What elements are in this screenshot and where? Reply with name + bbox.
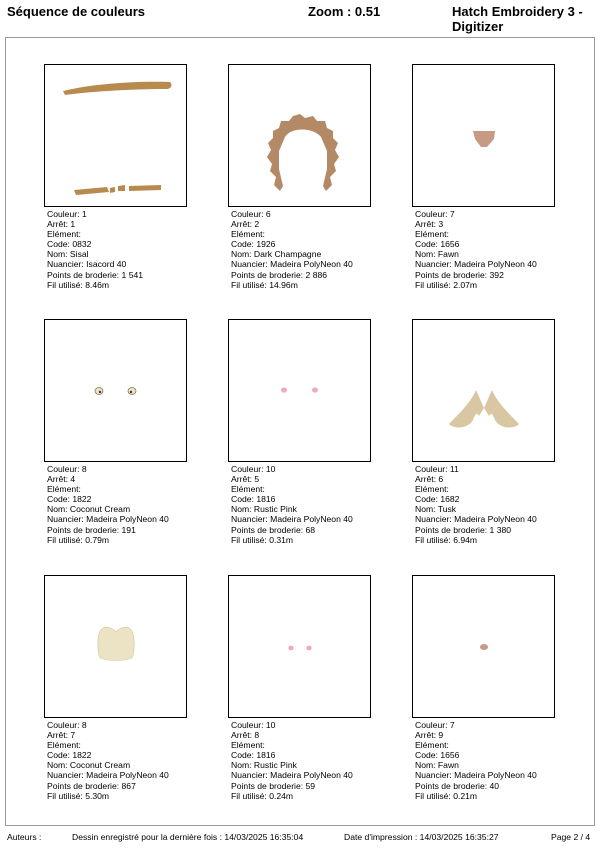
thread-nom-line bbox=[415, 504, 595, 514]
thread-preview bbox=[228, 64, 371, 207]
page-title: Séquence de couleurs bbox=[7, 4, 145, 19]
thread-element-line bbox=[47, 484, 227, 494]
field-value: 6 bbox=[438, 474, 444, 485]
field-value: Tusk bbox=[437, 504, 457, 515]
field-label: Nom: bbox=[231, 249, 254, 260]
thread-element-line bbox=[47, 740, 227, 750]
field-label: Code: bbox=[415, 239, 441, 250]
field-value: 8 bbox=[254, 730, 260, 741]
thread-points-line bbox=[231, 270, 411, 280]
thread-preview bbox=[44, 64, 187, 207]
field-label: Points de broderie: bbox=[47, 780, 122, 791]
field-value: 5 bbox=[254, 474, 260, 485]
thread-nuancier-line bbox=[231, 259, 411, 269]
field-value: 1 bbox=[81, 209, 87, 219]
thread-element-line bbox=[47, 229, 227, 239]
thread-info bbox=[415, 209, 595, 290]
field-label: Elément: bbox=[47, 229, 81, 240]
field-label: Elément: bbox=[47, 740, 81, 751]
field-value: Madeira PolyNeon 40 bbox=[270, 514, 353, 525]
thread-element-line bbox=[415, 484, 595, 494]
field-value: 0.24m bbox=[269, 790, 294, 801]
field-value: 40 bbox=[489, 780, 500, 791]
field-value: 1 bbox=[70, 219, 76, 230]
thread-arret-line bbox=[47, 474, 227, 484]
field-value: Madeira PolyNeon 40 bbox=[454, 514, 537, 525]
thread-fil-line bbox=[231, 280, 411, 290]
field-value: 0.21m bbox=[453, 790, 478, 801]
thread-fil-line bbox=[47, 280, 227, 290]
thread-info bbox=[415, 464, 595, 545]
thread-fil-line bbox=[231, 535, 411, 545]
field-label: Points de broderie: bbox=[231, 780, 306, 791]
field-label: Nuancier: bbox=[231, 514, 271, 525]
thread-element-line bbox=[231, 740, 411, 750]
thread-points-line bbox=[415, 270, 595, 280]
thread-element-line bbox=[415, 740, 595, 750]
thread-arret-line bbox=[415, 219, 595, 229]
thread-arret-line bbox=[415, 730, 595, 740]
thread-nuancier-line bbox=[47, 770, 227, 780]
thread-arret-line bbox=[231, 219, 411, 229]
field-label: Arrêt: bbox=[47, 219, 71, 230]
field-label: Nom: bbox=[415, 760, 438, 771]
footer-page-number: Page 2 / 4 bbox=[551, 832, 591, 842]
field-value: 7 bbox=[70, 730, 76, 741]
field-label: Arrêt: bbox=[47, 474, 71, 485]
field-label: Arrêt: bbox=[415, 730, 439, 741]
thread-nom-line bbox=[47, 760, 227, 770]
field-label: Couleur: bbox=[415, 464, 450, 474]
thread-nuancier-line bbox=[415, 770, 595, 780]
field-value: 7 bbox=[449, 209, 455, 219]
field-value: 10 bbox=[265, 720, 276, 730]
nose-icon bbox=[413, 65, 554, 206]
hair-mane-icon bbox=[229, 65, 370, 206]
thread-code-line bbox=[231, 494, 411, 504]
thread-points-line bbox=[47, 781, 227, 791]
small-nose-icon bbox=[413, 576, 554, 717]
field-label: Points de broderie: bbox=[47, 269, 122, 280]
field-label: Couleur: bbox=[47, 720, 82, 730]
thread-code-line bbox=[47, 750, 227, 760]
thread-preview bbox=[412, 64, 555, 207]
thread-element-line bbox=[231, 229, 411, 239]
field-label: Arrêt: bbox=[231, 474, 255, 485]
field-label: Arrêt: bbox=[47, 730, 71, 741]
thread-preview bbox=[412, 319, 555, 462]
field-value: Coconut Cream bbox=[69, 760, 131, 771]
field-label: Nom: bbox=[415, 249, 438, 260]
field-label: Fil utilisé: bbox=[415, 790, 454, 801]
thread-info bbox=[231, 720, 411, 801]
field-label: Nuancier: bbox=[415, 770, 455, 781]
field-label: Couleur: bbox=[231, 464, 266, 474]
thread-nom-line bbox=[415, 249, 595, 259]
field-label: Nuancier: bbox=[415, 514, 455, 525]
field-value: 6.94m bbox=[453, 534, 478, 545]
cheeks-icon bbox=[229, 320, 370, 461]
field-label: Couleur: bbox=[415, 209, 450, 219]
thread-nuancier-line bbox=[231, 514, 411, 524]
field-label: Couleur: bbox=[415, 720, 450, 730]
field-value: 4 bbox=[70, 474, 76, 485]
thread-nuancier-line bbox=[415, 259, 595, 269]
field-label: Fil utilisé: bbox=[47, 534, 86, 545]
thread-nom-line bbox=[47, 249, 227, 259]
field-value: 8.46m bbox=[85, 279, 110, 290]
field-value: 2 bbox=[254, 219, 260, 230]
field-label: Fil utilisé: bbox=[47, 279, 86, 290]
field-label: Code: bbox=[231, 750, 257, 761]
field-value: 191 bbox=[121, 524, 136, 535]
field-label: Points de broderie: bbox=[231, 524, 306, 535]
field-value: 8 bbox=[81, 720, 87, 730]
field-label: Fil utilisé: bbox=[231, 534, 270, 545]
field-value: 1822 bbox=[72, 750, 92, 761]
thread-code-line bbox=[415, 494, 595, 504]
thread-nuancier-line bbox=[47, 259, 227, 269]
thread-info bbox=[231, 464, 411, 545]
thread-fil-line bbox=[415, 791, 595, 801]
field-value: Coconut Cream bbox=[69, 504, 131, 515]
footer-saved-date: Dessin enregistré pour la dernière fois : 14/03/2025 16:35:04 bbox=[72, 832, 304, 842]
field-label: Nuancier: bbox=[231, 770, 271, 781]
thread-nom-line bbox=[47, 504, 227, 514]
thread-code-line bbox=[415, 750, 595, 760]
field-value: 2.07m bbox=[453, 279, 478, 290]
field-value: 0832 bbox=[72, 239, 92, 250]
field-label: Nuancier: bbox=[47, 770, 87, 781]
thread-arret-line bbox=[47, 730, 227, 740]
field-label: Nuancier: bbox=[47, 259, 87, 270]
thread-points-line bbox=[415, 525, 595, 535]
field-value: 1656 bbox=[440, 750, 460, 761]
thread-couleur-line bbox=[415, 464, 595, 474]
thread-nuancier-line bbox=[231, 770, 411, 780]
field-value: 1926 bbox=[256, 239, 276, 250]
field-label: Code: bbox=[231, 239, 257, 250]
field-value: Madeira PolyNeon 40 bbox=[454, 259, 537, 270]
thread-nom-line bbox=[231, 249, 411, 259]
field-label: Points de broderie: bbox=[415, 269, 490, 280]
field-label: Code: bbox=[415, 750, 441, 761]
field-label: Nuancier: bbox=[47, 514, 87, 525]
field-label: Fil utilisé: bbox=[231, 790, 270, 801]
field-value: 0.31m bbox=[269, 534, 294, 545]
field-label: Fil utilisé: bbox=[47, 790, 86, 801]
field-label: Elément: bbox=[415, 229, 449, 240]
field-label: Elément: bbox=[231, 229, 265, 240]
thread-code-line bbox=[47, 494, 227, 504]
field-value: Rustic Pink bbox=[253, 760, 297, 771]
field-value: Isacord 40 bbox=[86, 259, 127, 270]
field-value: Fawn bbox=[437, 249, 459, 260]
field-value: Madeira PolyNeon 40 bbox=[454, 770, 537, 781]
field-value: 6 bbox=[265, 209, 271, 219]
field-value: Madeira PolyNeon 40 bbox=[86, 770, 169, 781]
thread-couleur-line bbox=[231, 720, 411, 730]
field-label: Nuancier: bbox=[415, 259, 455, 270]
thread-arret-line bbox=[415, 474, 595, 484]
thread-preview bbox=[412, 575, 555, 718]
field-value: Fawn bbox=[437, 760, 459, 771]
field-label: Code: bbox=[47, 494, 73, 505]
field-label: Arrêt: bbox=[415, 219, 439, 230]
field-value: 1 380 bbox=[489, 524, 512, 535]
thread-fil-line bbox=[231, 791, 411, 801]
field-value: Dark Champagne bbox=[253, 249, 322, 260]
thread-element-line bbox=[415, 229, 595, 239]
field-value: 2 886 bbox=[305, 269, 328, 280]
field-label: Couleur: bbox=[47, 209, 82, 219]
field-value: 8 bbox=[81, 464, 87, 474]
field-label: Elément: bbox=[415, 740, 449, 751]
thread-points-line bbox=[47, 270, 227, 280]
field-label: Couleur: bbox=[231, 720, 266, 730]
thread-fil-line bbox=[415, 280, 595, 290]
field-value: 59 bbox=[305, 780, 316, 791]
thread-info bbox=[415, 720, 595, 801]
field-value: Rustic Pink bbox=[253, 504, 297, 515]
field-label: Elément: bbox=[231, 740, 265, 751]
sisal-strips-icon bbox=[45, 65, 186, 206]
thread-code-line bbox=[231, 750, 411, 760]
thread-fil-line bbox=[47, 791, 227, 801]
field-label: Nuancier: bbox=[231, 259, 271, 270]
field-value: Madeira PolyNeon 40 bbox=[86, 514, 169, 525]
footer-authors: Auteurs : bbox=[7, 832, 42, 842]
field-label: Code: bbox=[47, 750, 73, 761]
field-value: 3 bbox=[438, 219, 444, 230]
thread-element-line bbox=[231, 484, 411, 494]
thread-preview bbox=[44, 575, 187, 718]
field-label: Code: bbox=[47, 239, 73, 250]
thread-nom-line bbox=[231, 504, 411, 514]
thread-fil-line bbox=[47, 535, 227, 545]
field-value: 1682 bbox=[440, 494, 460, 505]
field-label: Couleur: bbox=[47, 464, 82, 474]
field-value: 0.79m bbox=[85, 534, 110, 545]
thread-couleur-line bbox=[415, 209, 595, 219]
thread-info bbox=[47, 464, 227, 545]
field-value: 5.30m bbox=[85, 790, 110, 801]
thread-points-line bbox=[415, 781, 595, 791]
field-value: 867 bbox=[121, 780, 136, 791]
field-value: 7 bbox=[449, 720, 455, 730]
field-value: 1822 bbox=[72, 494, 92, 505]
field-label: Code: bbox=[231, 494, 257, 505]
field-value: 1656 bbox=[440, 239, 460, 250]
thread-arret-line bbox=[47, 219, 227, 229]
thread-points-line bbox=[231, 781, 411, 791]
paws-icon bbox=[413, 320, 554, 461]
thread-nuancier-line bbox=[47, 514, 227, 524]
small-dots-icon bbox=[229, 576, 370, 717]
field-label: Elément: bbox=[415, 484, 449, 495]
field-value: 11 bbox=[449, 464, 459, 474]
field-value: 1816 bbox=[256, 494, 276, 505]
thread-arret-line bbox=[231, 474, 411, 484]
field-label: Arrêt: bbox=[415, 474, 439, 485]
thread-info bbox=[47, 720, 227, 801]
thread-code-line bbox=[415, 239, 595, 249]
thread-nuancier-line bbox=[415, 514, 595, 524]
field-value: 68 bbox=[305, 524, 316, 535]
thread-preview bbox=[228, 319, 371, 462]
field-value: 1 541 bbox=[121, 269, 144, 280]
eyes-icon bbox=[45, 320, 186, 461]
thread-preview bbox=[44, 319, 187, 462]
field-label: Fil utilisé: bbox=[415, 279, 454, 290]
thread-points-line bbox=[47, 525, 227, 535]
field-value: Madeira PolyNeon 40 bbox=[270, 770, 353, 781]
field-label: Points de broderie: bbox=[415, 780, 490, 791]
field-label: Arrêt: bbox=[231, 219, 255, 230]
field-value: 10 bbox=[265, 464, 276, 474]
field-value: Madeira PolyNeon 40 bbox=[270, 259, 353, 270]
thread-couleur-line bbox=[47, 720, 227, 730]
field-label: Nom: bbox=[47, 760, 70, 771]
thread-preview bbox=[228, 575, 371, 718]
field-value: 14.96m bbox=[269, 279, 298, 290]
field-label: Points de broderie: bbox=[415, 524, 490, 535]
thread-nom-line bbox=[415, 760, 595, 770]
thread-code-line bbox=[231, 239, 411, 249]
zoom-level: Zoom : 0.51 bbox=[308, 4, 381, 19]
field-label: Fil utilisé: bbox=[231, 279, 270, 290]
field-value: 1816 bbox=[256, 750, 276, 761]
field-label: Fil utilisé: bbox=[415, 534, 454, 545]
field-label: Nom: bbox=[231, 504, 254, 515]
thread-code-line bbox=[47, 239, 227, 249]
field-label: Code: bbox=[415, 494, 441, 505]
field-label: Arrêt: bbox=[231, 730, 255, 741]
field-label: Nom: bbox=[47, 504, 70, 515]
thread-fil-line bbox=[415, 535, 595, 545]
field-label: Couleur: bbox=[231, 209, 266, 219]
field-value: 392 bbox=[489, 269, 504, 280]
field-value: Sisal bbox=[69, 249, 89, 260]
face-patch-icon bbox=[45, 576, 186, 717]
field-label: Points de broderie: bbox=[47, 524, 122, 535]
thread-info bbox=[47, 209, 227, 290]
field-label: Nom: bbox=[231, 760, 254, 771]
field-value: 9 bbox=[438, 730, 444, 741]
thread-couleur-line bbox=[231, 209, 411, 219]
field-label: Nom: bbox=[415, 504, 438, 515]
field-label: Elément: bbox=[47, 484, 81, 495]
thread-couleur-line bbox=[47, 209, 227, 219]
thread-couleur-line bbox=[47, 464, 227, 474]
field-label: Points de broderie: bbox=[231, 269, 306, 280]
thread-arret-line bbox=[231, 730, 411, 740]
field-label: Nom: bbox=[47, 249, 70, 260]
thread-points-line bbox=[231, 525, 411, 535]
thread-nom-line bbox=[231, 760, 411, 770]
thread-couleur-line bbox=[415, 720, 595, 730]
application-name: Hatch Embroidery 3 - Digitizer bbox=[452, 4, 583, 34]
field-label: Elément: bbox=[231, 484, 265, 495]
thread-info bbox=[231, 209, 411, 290]
thread-couleur-line bbox=[231, 464, 411, 474]
footer-print-date: Date d'impression : 14/03/2025 16:35:27 bbox=[344, 832, 499, 842]
